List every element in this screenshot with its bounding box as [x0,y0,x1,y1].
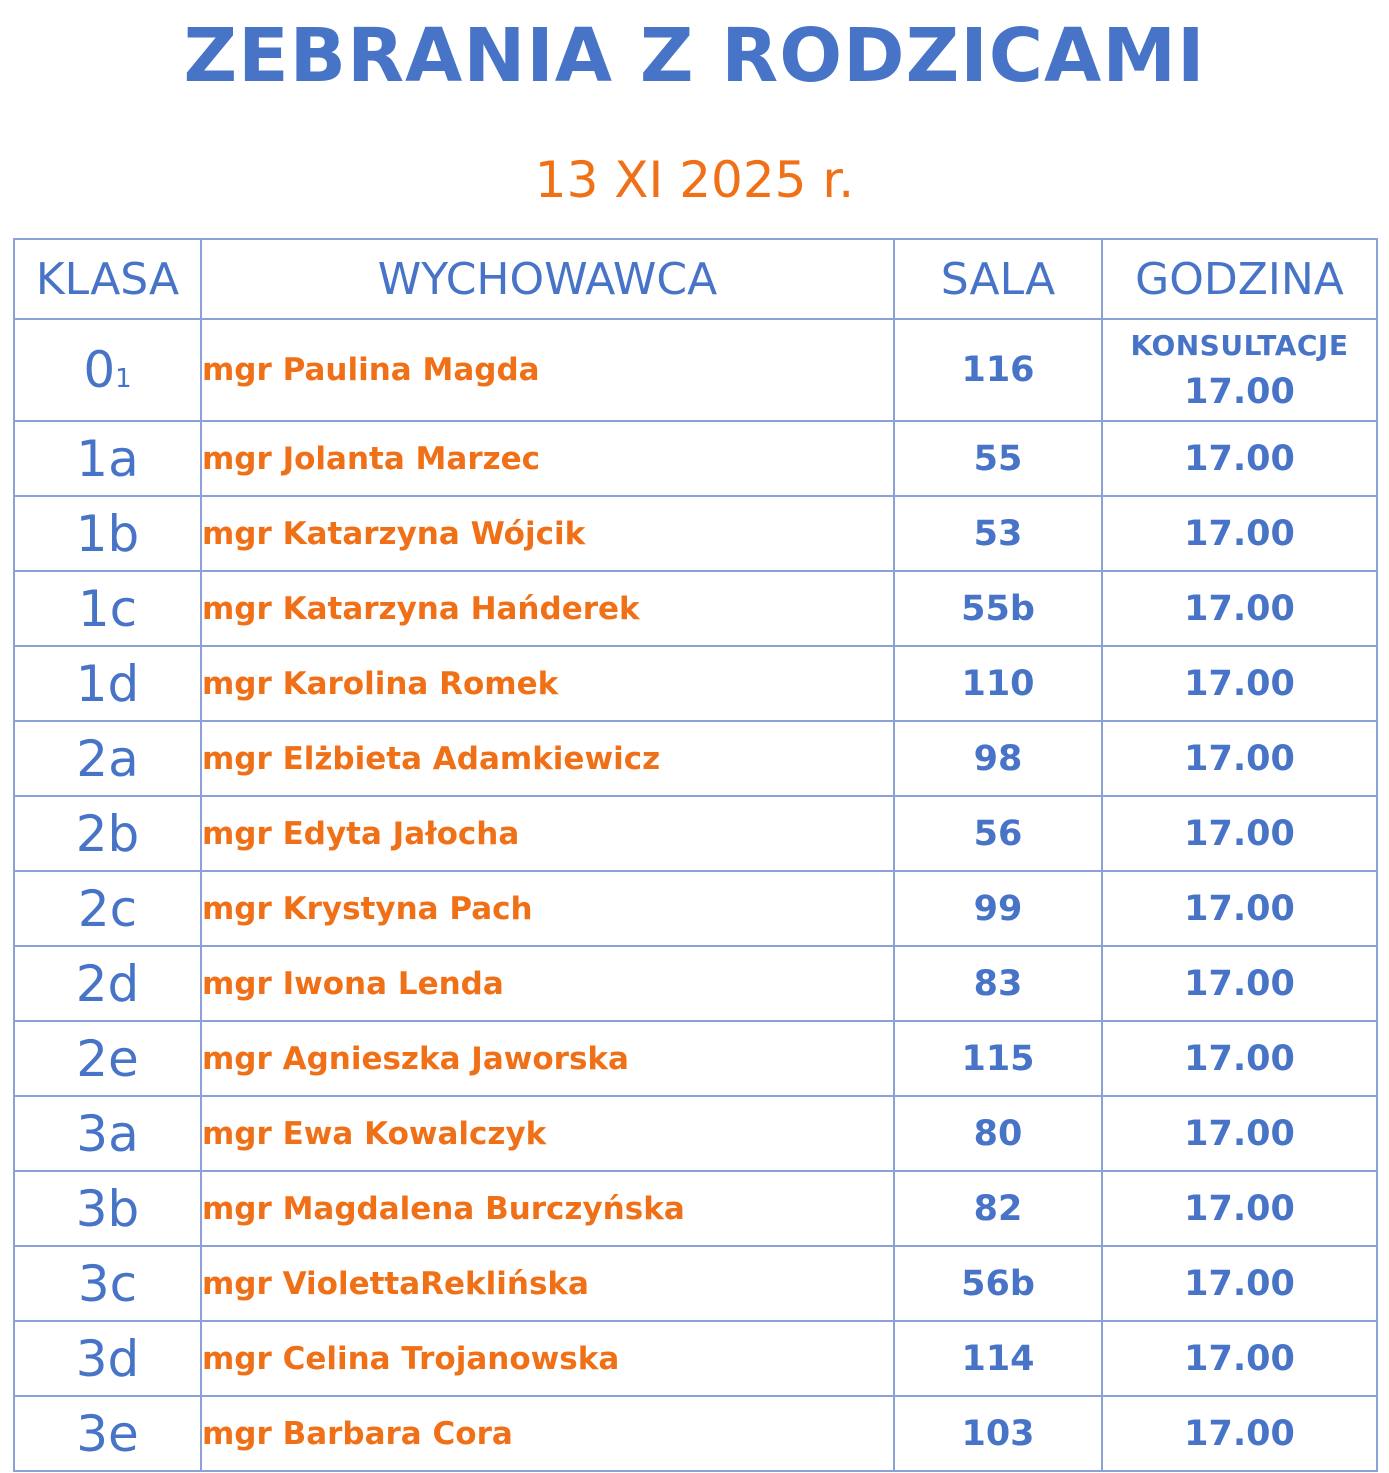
sala-cell: 116 [894,319,1102,421]
wychowawca-cell: mgr Agnieszka Jaworska [201,1021,894,1096]
sala-cell: 103 [894,1396,1102,1471]
schedule-table [13,238,1378,1472]
godzina-cell: 17.00 [1102,1096,1377,1171]
table-row [14,796,1377,871]
sala-cell: 53 [894,496,1102,571]
klasa-cell: 3a [14,1096,201,1171]
klasa-cell: 3b [14,1171,201,1246]
klasa-cell: 2d [14,946,201,1021]
wychowawca-cell: mgr Katarzyna Hańderek [201,571,894,646]
header-klasa: KLASA [14,239,201,319]
godzina-cell: 17.00 [1102,871,1377,946]
header-wychowawca: WYCHOWAWCA [201,239,894,319]
godzina-cell: 17.00 [1102,796,1377,871]
klasa-cell: 3c [14,1246,201,1321]
sala-cell: 56 [894,796,1102,871]
wychowawca-cell: mgr Iwona Lenda [201,946,894,1021]
klasa-cell: 2c [14,871,201,946]
table-row [14,1321,1377,1396]
table-row [14,1021,1377,1096]
wychowawca-cell: mgr Magdalena Burczyńska [201,1171,894,1246]
wychowawca-cell: mgr Krystyna Pach [201,871,894,946]
header-godzina: GODZINA [1102,239,1377,319]
table-row [14,946,1377,1021]
godzina-cell: 17.00 [1102,1396,1377,1471]
godzina-cell: 17.00 [1102,946,1377,1021]
table-row [14,1096,1377,1171]
klasa-cell: 3d [14,1321,201,1396]
klasa-cell: 2a [14,721,201,796]
godzina-cell: 17.00 [1102,721,1377,796]
klasa-cell: 3e [14,1396,201,1471]
sala-cell: 114 [894,1321,1102,1396]
klasa-cell: 2b [14,796,201,871]
godzina-cell [1102,319,1377,421]
wychowawca-cell: mgr Edyta Jałocha [201,796,894,871]
sala-cell: 99 [894,871,1102,946]
table-row [14,1246,1377,1321]
table-row [14,571,1377,646]
klasa-cell: 1d [14,646,201,721]
wychowawca-cell: mgr Ewa Kowalczyk [201,1096,894,1171]
table-row [14,721,1377,796]
table-row [14,421,1377,496]
header-sala: SALA [894,239,1102,319]
godzina-cell: 17.00 [1102,1021,1377,1096]
godzina-cell: 17.00 [1102,646,1377,721]
wychowawca-cell: mgr Barbara Cora [201,1396,894,1471]
sala-cell: 83 [894,946,1102,1021]
sala-cell: 115 [894,1021,1102,1096]
table-row [14,1171,1377,1246]
sala-cell: 55 [894,421,1102,496]
wychowawca-cell: mgr Paulina Magda [201,319,894,421]
table-row [14,319,1377,421]
godzina-cell: 17.00 [1102,1171,1377,1246]
table-row [14,646,1377,721]
klasa-cell: 2e [14,1021,201,1096]
godzina-cell: 17.00 [1102,421,1377,496]
godzina-cell: 17.00 [1102,1246,1377,1321]
wychowawca-cell: mgr Celina Trojanowska [201,1321,894,1396]
godzina-cell: 17.00 [1102,496,1377,571]
meeting-date: 13 XI 2025 r. [534,151,855,209]
sala-cell: 110 [894,646,1102,721]
sala-cell: 82 [894,1171,1102,1246]
sala-cell: 56b [894,1246,1102,1321]
page-title: ZEBRANIA Z RODZICAMI [183,13,1206,99]
klasa-cell: 1b [14,496,201,571]
klasa-subscript: 1 [115,364,132,394]
wychowawca-cell: mgr Katarzyna Wójcik [201,496,894,571]
wychowawca-cell: mgr Karolina Romek [201,646,894,721]
header-row [14,239,1377,319]
klasa-value: 0 [83,341,116,399]
godzina-cell: 17.00 [1102,571,1377,646]
sala-cell: 55b [894,571,1102,646]
klasa-cell: 1a [14,421,201,496]
sala-cell: 98 [894,721,1102,796]
klasa-cell [14,319,201,421]
klasa-cell: 1c [14,571,201,646]
wychowawca-cell: mgr Jolanta Marzec [201,421,894,496]
table-row [14,1396,1377,1471]
table-row [14,496,1377,571]
wychowawca-cell: mgr ViolettaReklińska [201,1246,894,1321]
godzina-cell: 17.00 [1102,1321,1377,1396]
konsultacje-note: KONSULTACJE [1130,329,1349,362]
table-row [14,871,1377,946]
godzina-value: 17.00 [1184,372,1295,412]
wychowawca-cell: mgr Elżbieta Adamkiewicz [201,721,894,796]
sala-cell: 80 [894,1096,1102,1171]
